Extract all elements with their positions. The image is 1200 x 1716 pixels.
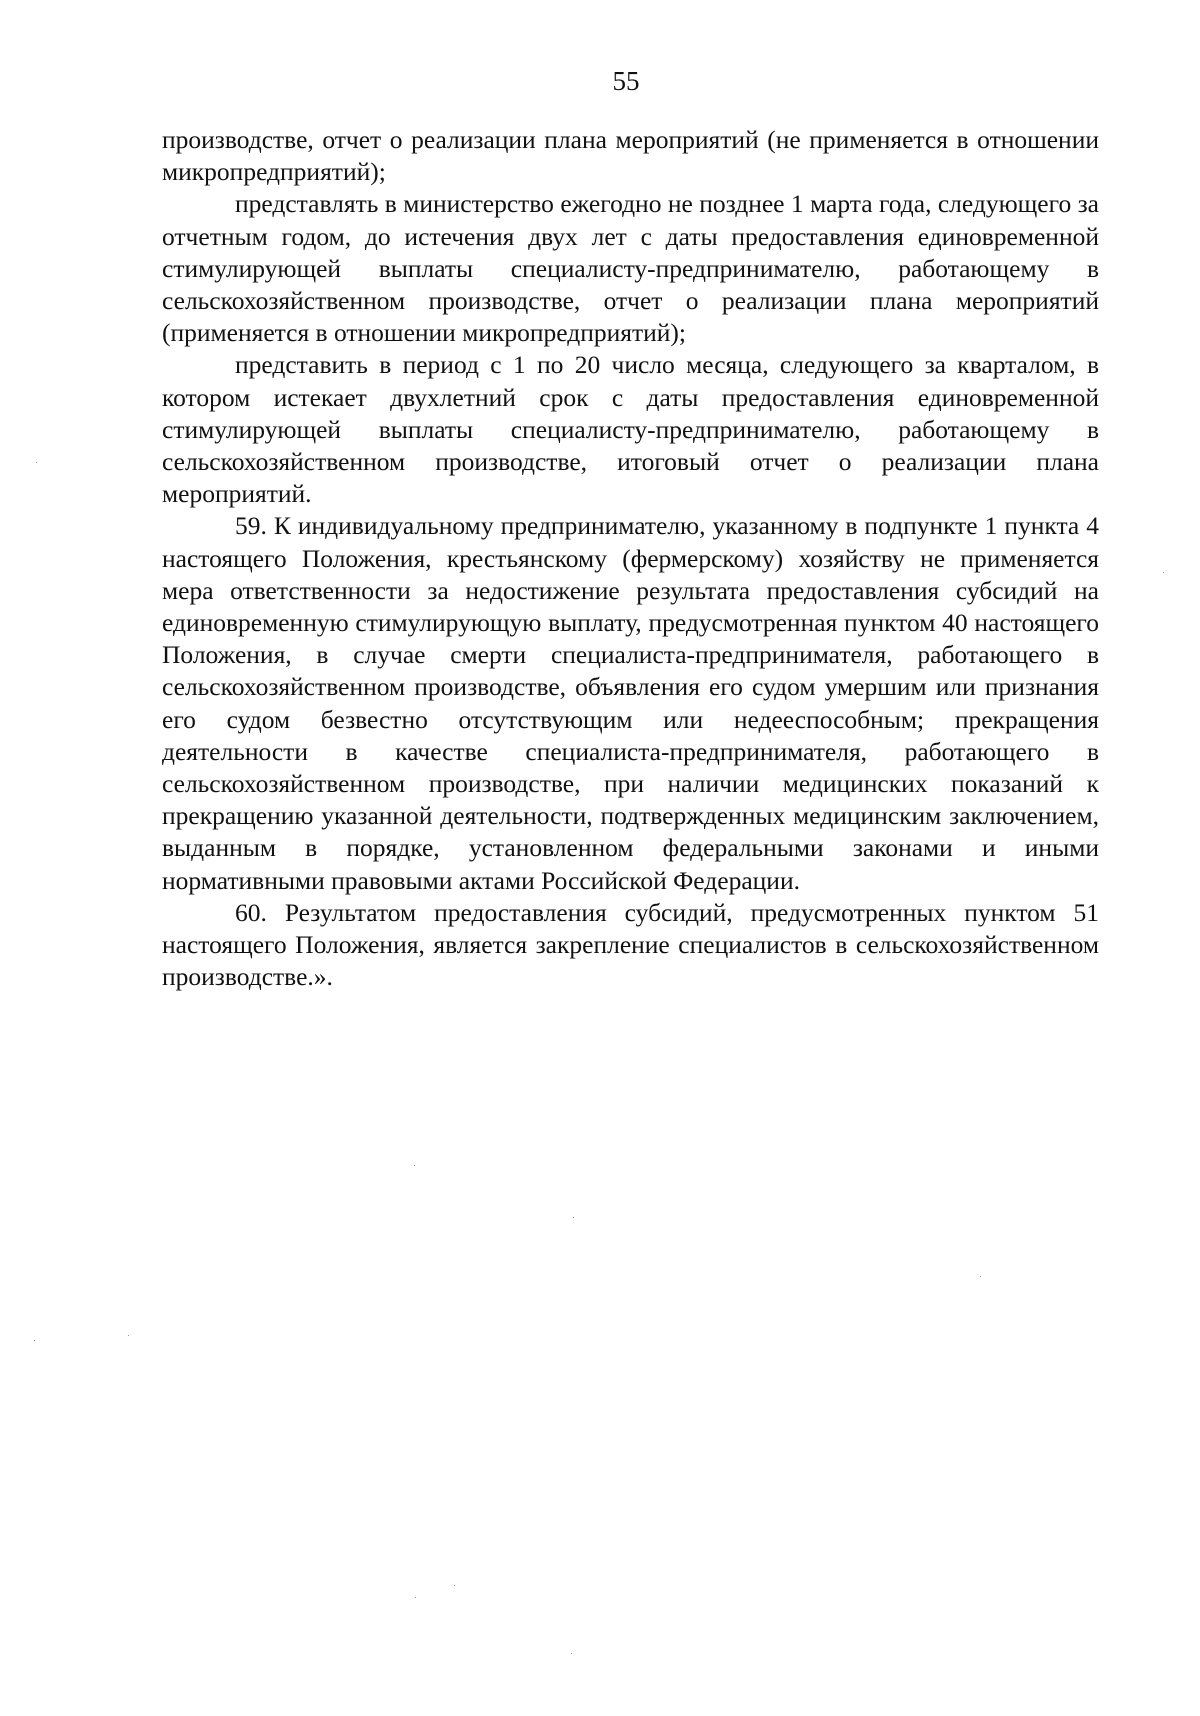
scan-speck	[36, 462, 37, 463]
scan-speck	[571, 1653, 572, 1654]
scan-speck	[573, 1217, 574, 1218]
scan-speck	[980, 1276, 981, 1277]
paragraph-annual-report: представлять в министерство ежегодно не позднее 1 марта года, следующего за отчетным годом, до истечения двух лет с даты предоставления единовременной стимулирующей выплаты специалисту-предпринимателю, работающему в сельскохозяйственном производстве, отчет о реализации плана мероприятий (применяется в отношении микропредприятий);	[162, 189, 1099, 348]
paragraph-continuation: производстве, отчет о реализации плана мероприятий (не применяется в отношении микропредприятий);	[162, 125, 1099, 187]
paragraph-60: 60. Результатом предоставления субсидий, предусмотренных пунктом 51 настоящего Положения, является закрепление специалистов в сельскохозяйственном производстве.».	[162, 897, 1099, 992]
paragraph-59: 59. К индивидуальному предпринимателю, указанному в подпункте 1 пункта 4 настоящего Положения, крестьянскому (фермерскому) хозяйству не применяется мера ответственности за недостижение результата предоставления субсидий на единовременную стимулирующую выплату, предусмотренная пунктом 40 настоящего Положения, в случае смерти специалиста-предпринимателя, работающего в сельскохозяйственном производстве, объявления его судом умершим или признания его судом безвестно отсутствующим или недееспособным; прекращения деятельности в качестве специалиста-предпринимателя, работающего в сельскохозяйственном производстве, при наличии медицинских показаний к прекращению указанной деятельности, подтвержденных медицинским заключением, выданным в порядке, установленном федеральными законами и иными нормативными правовыми актами Российской Федерации.	[162, 511, 1099, 895]
scan-speck	[414, 1165, 415, 1166]
paragraph-final-report: представить в период с 1 по 20 число месяца, следующего за кварталом, в котором истекает двухлетний срок с даты предоставления единовременной стимулирующей выплаты специалисту-предпринимателю, работающему в сельскохозяйственном производстве, итоговый отчет о реализации плана мероприятий.	[162, 350, 1099, 509]
scan-speck	[454, 1585, 455, 1586]
scan-speck	[128, 1335, 129, 1336]
document-body	[162, 124, 1099, 993]
page-number: 55	[612, 66, 640, 96]
scan-speck	[1163, 572, 1164, 573]
scan-speck	[34, 1340, 35, 1341]
scan-speck	[415, 1597, 416, 1598]
